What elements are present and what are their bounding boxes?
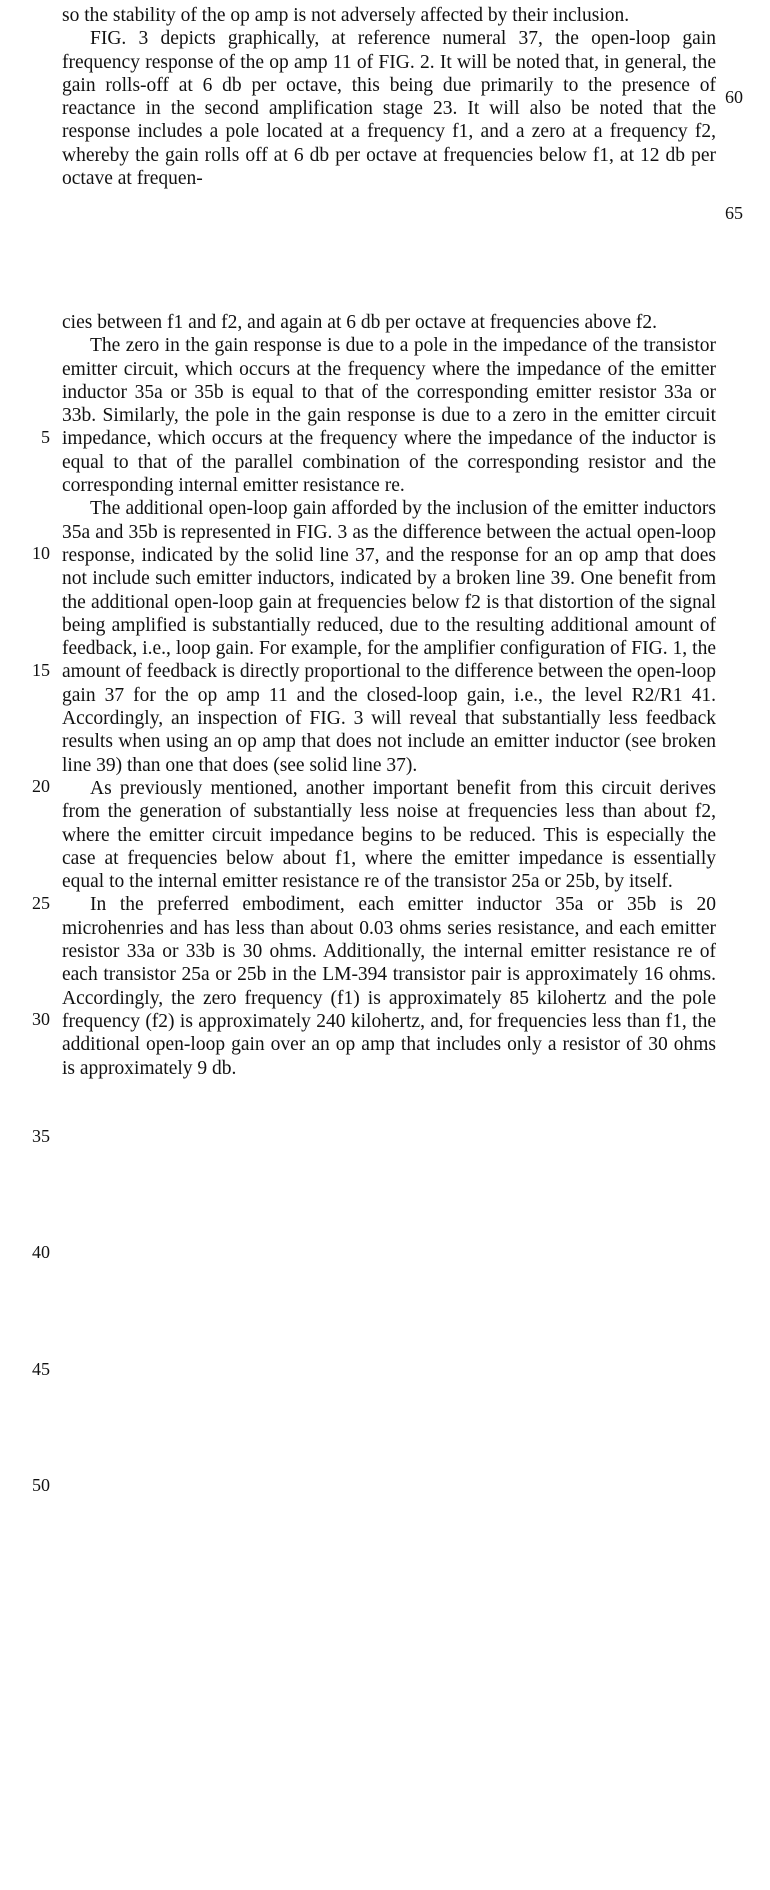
line-number-45: 45 [32, 1359, 50, 1379]
line-number-50: 50 [32, 1475, 50, 1495]
line-number-10: 10 [32, 543, 50, 563]
paragraph-fig3-response: FIG. 3 depicts graphically, at reference numeral 37, the open-loop gain frequency response of the op amp 11 of FIG. 2. It will be noted that, in general, the gain rolls-off at 6 db per octave, this being due primarily to the presence of reactance in the second amplification stage 23. It will also be noted that the response includes a pole located at a frequency f1, and a zero at a frequency f2, whereby the gain rolls off at 6 db per octave at frequencies below f1, at 12 db per octave at frequen- [62, 28, 716, 190]
line-number-20: 20 [32, 776, 50, 796]
line-number-30: 30 [32, 1009, 50, 1029]
paragraph-noise-benefit: As previously mentioned, another important benefit from this circuit derives from the generation of substantially less noise at frequencies less than about f2, where the emitter circuit impedance begins to be reduced. This is especially the case at frequencies below about f1, where the emitter impedance is essentially equal to the internal emitter resistance re of the transistor 25a or 25b, by itself. [62, 777, 716, 893]
paragraph-preferred-embodiment: In the preferred embodiment, each emitter inductor 35a or 35b is 20 microhenries and has less than about 0.03 ohms series resistance, and each emitter resistor 33a or 33b is 30 ohms. Additionally, the internal emitter resistance re of each transistor 25a or 25b in the LM-394 transistor pair is approximately 16 ohms. Accordingly, the zero frequency (f1) is approximately 85 kilohertz and the pole frequency (f2) is approximately 240 kilohertz, and, for frequencies less than f1, the additional open-loop gain over an op amp that includes only a resistor of 30 ohms is approximately 9 db. [62, 894, 716, 1079]
paragraph-continuation-frequencies: cies between f1 and f2, and again at 6 db per octave at frequencies above f2. [62, 312, 658, 333]
line-number-5: 5 [41, 427, 50, 447]
paragraph-zero-pole: The zero in the gain response is due to a pole in the impedance of the transistor emitter circuit, which occurs at the frequency where the impedance of the emitter inductor 35a or 35b is equal to that of the corresponding emitter resistor 33a or 33b. Similarly, the pole in the gain response is due to a zero in the emitter circuit impedance, which occurs at the frequency where the impedance of the inductor is equal to that of the parallel combination of the corresponding resistor and the corresponding internal emitter resistance re. [62, 335, 716, 497]
line-number-65: 65 [725, 203, 743, 223]
line-number-25: 25 [32, 893, 50, 913]
top-text-block [62, 4, 716, 190]
paragraph-additional-gain: The additional open-loop gain afforded by the inclusion of the emitter inductors 35a and 35b is represented in FIG. 3 as the difference between the actual open-loop response, indicated by the solid line 37, and the response for an op amp that does not include such emitter inductors, indicated by a broken line 39. One benefit from the additional open-loop gain at frequencies below f2 is that distortion of the signal being amplified is substantially reduced, due to the resulting additional amount of feedback, i.e., loop gain. For example, for the amplifier configuration of FIG. 1, the amount of feedback is directly proportional to the difference between the open-loop gain 37 for the op amp 11 and the closed-loop gain, i.e., the level R2/R1 41. Accordingly, an inspection of FIG. 3 will reveal that substantially less feedback results when using an op amp that does not include an emitter inductor (see broken line 39) than one that does (see solid line 37). [62, 498, 716, 776]
paragraph-continuation-stability: so the stability of the op amp is not adversely affected by their inclusion. [62, 5, 630, 26]
line-number-40: 40 [32, 1242, 50, 1262]
line-number-60: 60 [725, 87, 743, 107]
line-number-35: 35 [32, 1126, 50, 1146]
line-number-15: 15 [32, 660, 50, 680]
bottom-text-block [62, 311, 716, 1080]
